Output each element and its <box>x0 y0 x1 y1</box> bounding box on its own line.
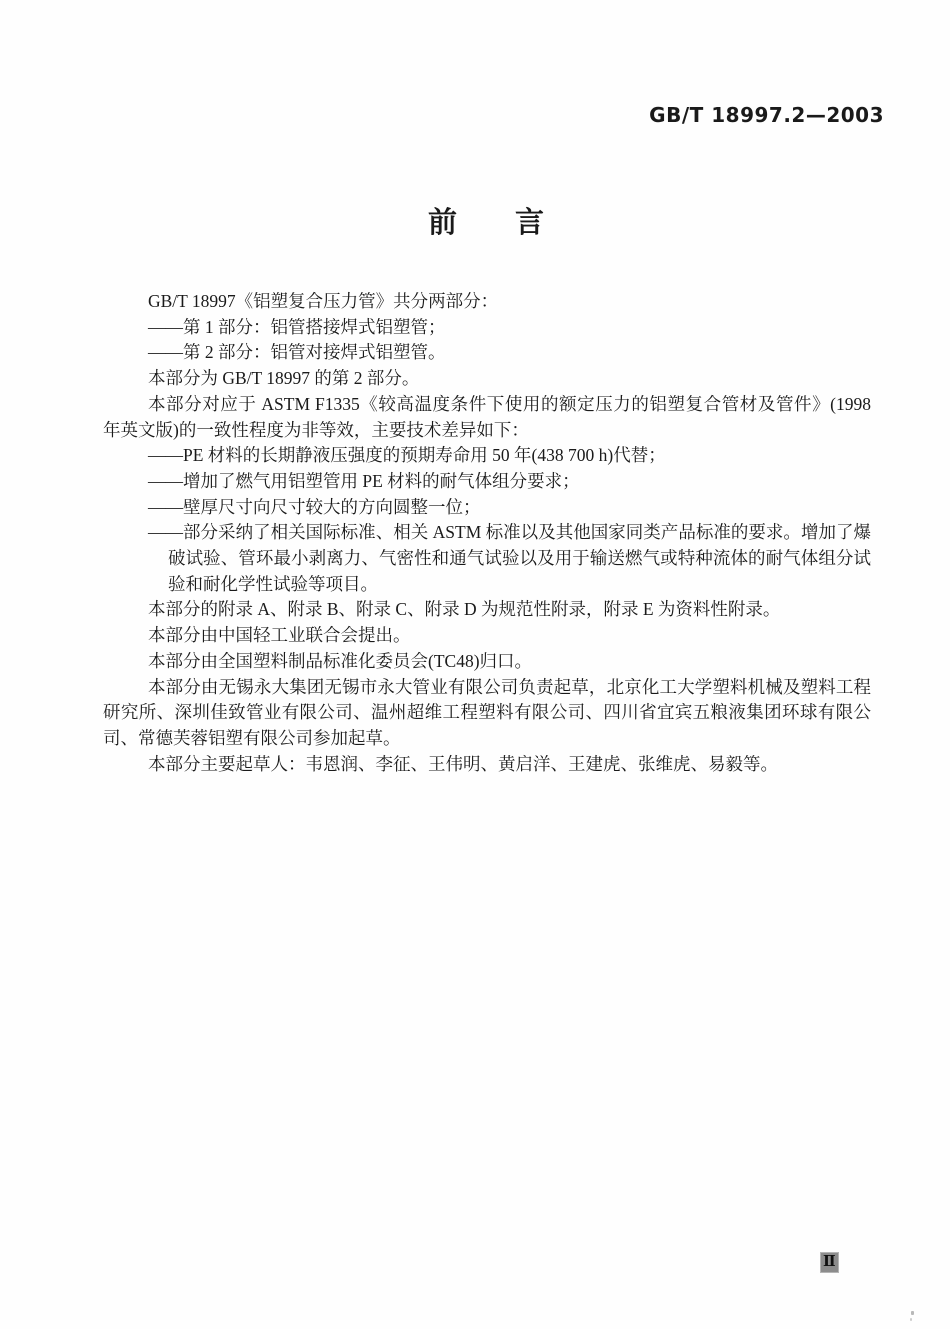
standard-number: GB/T 18997.2—2003 <box>649 103 884 127</box>
foreword-paragraph: GB/T 18997《铝塑复合压力管》共分两部分： <box>148 291 499 311</box>
foreword-list-item: ——壁厚尺寸向尺寸较大的方向圆整一位； <box>148 496 481 517</box>
foreword-list-item: ——增加了燃气用铝塑管用 PE 材料的耐气体组分要求； <box>148 470 580 491</box>
scan-artifact <box>911 1311 914 1315</box>
foreword-paragraph: 本部分由全国塑料制品标准化委员会(TC48)归口。 <box>148 650 533 671</box>
foreword-paragraph: 本部分由无锡永大集团无锡市永大管业有限公司负责起草，北京化工大学塑料机械及塑料工程研究所、深圳佳致管业有限公司、温州超维工程塑料有限公司、四川省宜宾五粮液集团环球有限公司、常德芙蓉铝塑有限公司参加起草。 <box>103 676 871 748</box>
foreword-paragraph: 本部分对应于 ASTM F1335《较高温度条件下使用的额定压力的铝塑复合管材及管件》(1998 年英文版)的一致性程度为非等效，主要技术差异如下： <box>103 393 871 440</box>
foreword-paragraph: 本部分主要起草人：韦恩润、李征、王伟明、黄启洋、王建虎、张维虎、易毅等。 <box>148 753 778 774</box>
foreword-body <box>103 289 871 777</box>
foreword-paragraph: 本部分由中国轻工业联合会提出。 <box>148 625 411 646</box>
foreword-list-item: ——PE 材料的长期静液压强度的预期寿命用 50 年(438 700 h)代替； <box>148 445 666 466</box>
foreword-paragraph: 本部分的附录 A、附录 B、附录 C、附录 D 为规范性附录，附录 E 为资料性附录。 <box>148 599 781 620</box>
foreword-list-item: ——第 1 部分：铝管搭接焊式铝塑管； <box>148 316 446 337</box>
foreword-list-item: ——第 2 部分：铝管对接焊式铝塑管。 <box>148 342 446 363</box>
page-number: Ⅱ <box>820 1252 839 1273</box>
foreword-paragraph: 本部分为 GB/T 18997 的第 2 部分。 <box>148 368 420 389</box>
scan-artifact <box>910 1318 912 1321</box>
page-title: 前 言 <box>427 205 544 239</box>
foreword-list-item: ——部分采纳了相关国际标准、相关 ASTM 标准以及其他国家同类产品标准的要求。增加了爆破试验、管环最小剥离力、气密性和通气试验以及用于输送燃气或特种流体的耐气体组分试验和耐化学性试验等项目。 <box>148 522 871 594</box>
